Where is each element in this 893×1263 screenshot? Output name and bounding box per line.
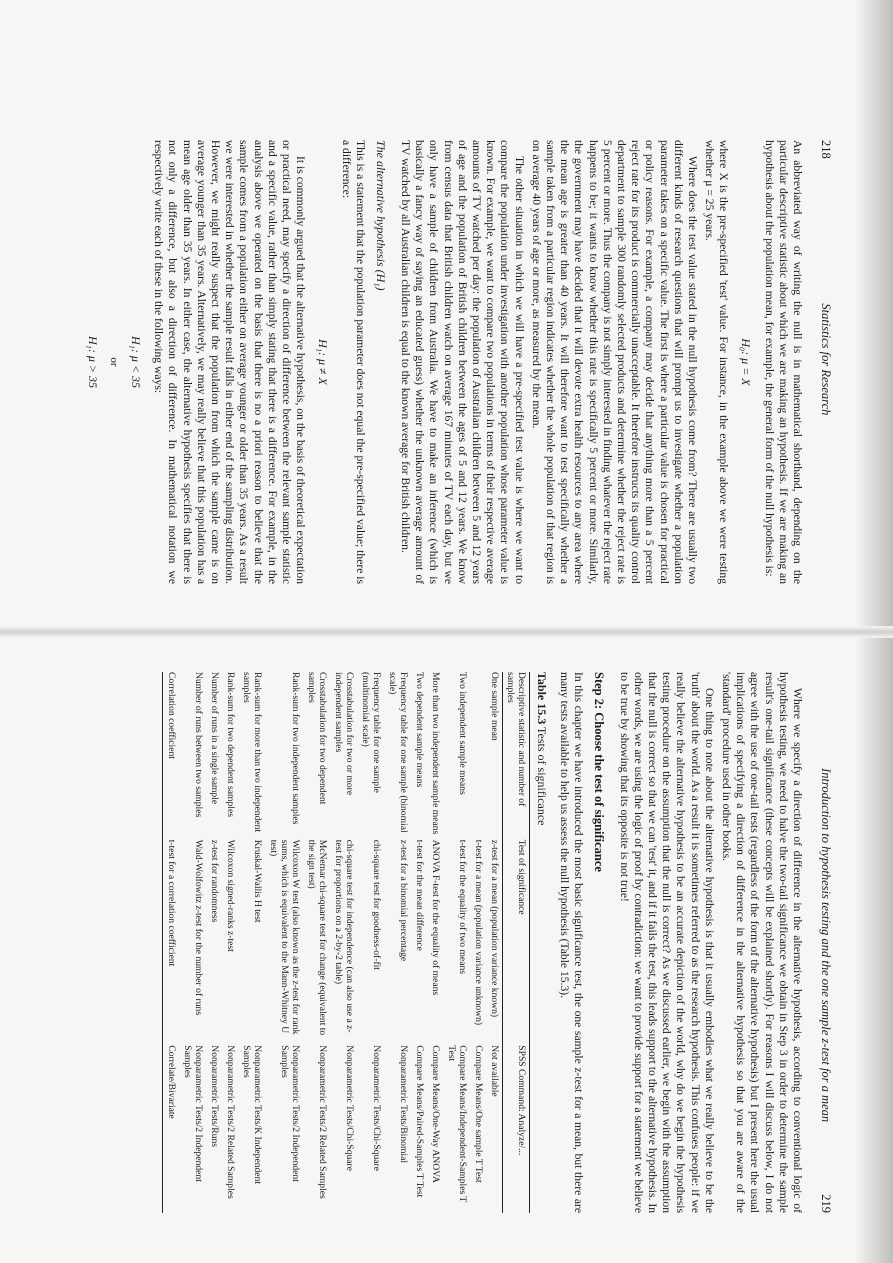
- table-row: [384, 672, 411, 1213]
- paragraph: The other situation in which we will have a pre-specified test value is where we want to compare the population under investigation with another population whose parameter value is known. For example, we want to compare two populations in terms of their respective average amounts of TV watched per day: the population of Australian children between 5 and 12 years of age and the population of British children between the ages of 5 and 12 years. We know from census data that British children watch on average 167 minutes of TV each day, but we only have a sample of children from Australia. We have to make an inference (which is basically a fancy way of saying an educated guess) whether the unknown average amount of TV watched by all Australian children is equal to the known average for British children.: [398, 140, 526, 584]
- column-header: Test of significance: [502, 840, 529, 1046]
- table-cell: Frequency table for one sample (binomial scale): [386, 672, 409, 833]
- table-row: [357, 672, 384, 1213]
- page-number: 219: [819, 1194, 833, 1213]
- table-row: [330, 672, 357, 1213]
- table-row: [238, 672, 265, 1213]
- table-row: [179, 672, 206, 1213]
- table-cell: t-test for a correlation coefficient: [162, 840, 179, 1046]
- table-cell: z-test for randomness: [208, 839, 220, 923]
- table-cell: Nonparametric Tests/Chi-Square: [343, 1045, 355, 1171]
- table-cell: Nonparametric Tests/Chi-Square: [370, 1045, 382, 1171]
- table-cell: Nonparametric Tests/Runs: [208, 1045, 220, 1148]
- table-row: [470, 672, 486, 1213]
- table-cell: Rank-sum for two independent samples: [289, 672, 301, 825]
- table-cell: Nonparametric Tests/Binomial: [397, 1045, 409, 1163]
- table-row: [486, 672, 503, 1213]
- significance-tests-table: [162, 672, 530, 1213]
- table-cell: Compare Means/One sample T Test: [472, 1045, 484, 1183]
- table-cell: chi-square test for independence (can also use a z-test for proportions on a 2-by-2 table): [332, 839, 355, 1033]
- table-number: Table 15.3: [534, 672, 549, 725]
- alternative-hypothesis-formula: H₁: μ ≠ X: [316, 339, 331, 385]
- table-cell: Nonparametric Tests/2 Independent Samples: [181, 1045, 204, 1182]
- table-cell: Compare Means/One-Way ANOVA: [429, 1045, 441, 1183]
- table-row: [222, 672, 238, 1213]
- table-cell: t-test for the mean difference: [413, 839, 425, 951]
- table-cell: Nonparametric Tests/2 Related Samples: [224, 1045, 236, 1199]
- left-page-header: [818, 140, 833, 584]
- paragraph: One thing to note about the alternative hypothesis is that it usually embodies what we really believe to be the 'truth' about the world. As a result it is sometimes referred to as the research hypothesis. This confuses people: if we really believe the alternative hypothesis to be an accurate depiction of the world, why do we begin the hypothesis testing procedure on the assumption that the null is correct? As we discussed earlier, we begin with the assumption that the null is correct so that we can 'test' it, and if it fails the test, this leads support to the alternative hypothesis. In other words, we are using the logic of proof by contradiction: we want to provide support for a statement we believe to be true by showing that its opposite is not true!: [617, 672, 716, 1213]
- table-cell: Two dependent sample means: [413, 672, 425, 788]
- table-cell: Rank-sum for two dependent samples: [224, 672, 236, 817]
- table-title: Tests of significance: [534, 727, 549, 826]
- table-cell: t-test for a mean (population variance unknown): [472, 839, 484, 1026]
- paragraph: In this chapter we have introduced the most basic significance test, the one sample z-test for a mean, but there are many tests available to help us assess the null hypothesis (Table 15.3).: [558, 672, 586, 1213]
- right-page: [0, 632, 893, 1263]
- paragraph: An abbreviated way of writing the null is in mathematical shorthand, depending on the particular descriptive statistic about which we are making an hypothesis. If we are making an hypothesis about the population mean, for example, the general form of the null hypothesis is:: [762, 140, 804, 584]
- paragraph: Where does the test value stated in the null hypothesis come from? There are usually two different kinds of research questions that will prompt us to investigate whether a population parameter takes on a specific value. The first is where a particular value is chosen for practical or policy reasons. For example, a company may decide that anything more than a 5 percent reject rate for its product is commercially unacceptable. It therefore instructs its quality control department to sample 300 randomly selected products and determine whether the reject rate is 5 percent or more. Thus the company is not simply interested in finding whatever the reject rate happens to be; it wants to know whether this rate is specifically 5 percent or more. Similarly, the government may have decided that it will devote extra health resources to any area where the mean age is greater than 40 years. It will therefore want to test specifically whether a sample taken from a particular region indicates whether the whole population of that region is on average 40 years of age or more, as measured by the mean.: [529, 140, 699, 584]
- table-cell: Wald-Wolfowitz z-test for the number of runs: [192, 839, 204, 1016]
- section-heading: The alternative hypothesis (H₁): [373, 140, 388, 291]
- table-cell: Frequency table for one sample (multinomial scale): [359, 672, 382, 793]
- table-row: [265, 672, 303, 1213]
- table-cell: McNemar chi-square test for change (equivalent to the sign test): [305, 839, 328, 1036]
- table-cell: Compare Means/Independent-Samples T Test: [445, 1045, 468, 1203]
- table-cell: ANOVA F-test for the equality of means: [429, 839, 441, 996]
- table-cell: Nonparametric Tests/2 Independent Samples: [278, 1045, 301, 1182]
- one-tail-formula-greater: H₁: μ > 35: [86, 336, 101, 388]
- table-row: [206, 672, 222, 1213]
- table-row: [427, 672, 443, 1213]
- paragraph: It is commonly argued that the alternative hypothesis, on the basis of theoretical expectation or practical need, may specify a direction of difference between the relevant sample statistic and a specific value, rather than simply stating that there is a difference. For example, in the analysis above we operated on the basis that there is no a priori reason to believe that the sample comes from a population either on average younger or older than 35 years. As a result we were interested in whether the sample result falls in either end of the sampling distribution. However, we might really suspect that the population from which the sample came is on average younger than 35 years. Alternatively, we may really believe that this population has a mean age older than 35 years. In either case, the alternative hypothesis specifies that there is not only a difference, but also a direction of difference. In mathematical notation we respectively write each of these in the following ways:: [152, 140, 308, 584]
- running-head: Introduction to hypothesis testing and the one sample z-test for a mean: [819, 768, 833, 1123]
- table-cell: Wilcoxon W test (also known as the z-test for rank sums, which is equivalent to the Mann-Whitney U test): [267, 839, 301, 1035]
- table-cell: [470, 672, 486, 840]
- column-header: Descriptive statistic and number of samples: [502, 672, 529, 840]
- table-cell: z-test for a binomial percentage: [397, 839, 409, 962]
- table-cell: Nonparametric Tests/2 Related Samples: [316, 1045, 328, 1199]
- table-row: [303, 672, 330, 1213]
- one-tail-formula-less: H₁: μ < 35: [129, 336, 144, 388]
- paragraph: where X is the pre-specified 'test' value. For instance, in the example above we were testing whether μ = 25 years.: [703, 140, 731, 584]
- step-heading: Step 2: Choose the test of significance: [592, 672, 607, 872]
- table-header-row: [502, 672, 529, 1213]
- table-cell: Rank-sum for more than two independent samples: [240, 672, 263, 833]
- column-header: SPSS Command: Analyze/...: [502, 1045, 529, 1213]
- table-cell: Nonparametric Tests/K Independent Samples: [240, 1045, 263, 1185]
- table-cell: Crosstabulation for two dependent samples: [305, 672, 328, 805]
- table-cell: Kruskal-Wallis H test: [251, 839, 263, 923]
- table-cell: One sample mean: [488, 672, 500, 741]
- table-cell: Two independent sample means: [456, 672, 468, 795]
- table-cell: Crosstabulation for two or more independent samples: [332, 672, 355, 796]
- null-hypothesis-formula: H₀: μ = X: [739, 338, 754, 386]
- page-number: 218: [819, 140, 833, 159]
- table-cell: t-test for the equality of two means: [456, 839, 468, 974]
- table-row: [162, 672, 179, 1213]
- table-caption: [534, 672, 549, 1213]
- or-text: or: [108, 357, 121, 367]
- right-page-header: [818, 672, 833, 1213]
- table-row: [411, 672, 427, 1213]
- table-cell: Number of runs between two samples: [192, 672, 204, 818]
- table-cell: z-test for a mean (population variance known): [488, 839, 500, 1018]
- table-cell: More than two independent sample means: [429, 672, 441, 835]
- table-cell: Wilcoxon signed-ranks z-test: [224, 839, 236, 952]
- table-cell: Number of runs in a single sample: [208, 672, 220, 805]
- table-cell: chi-square test for goodness-of-fit: [370, 839, 382, 970]
- paragraph: This is a statement that the population parameter does not equal the pre-specified value; there is a difference:: [339, 140, 367, 584]
- paragraph: Where we specify a direction of difference in the alternative hypothesis, according to conventional logic of hypothesis testing, we need to halve the two-tail significance we obtain in Step 3 in order to determine the sample result's one-tail significance (these concepts will be explained shortly). For reasons I will discuss below, I do not agree with the use of one-tail tests (regardless of the form of the alternative hypothesis) but I present here the usual implications of specifying a direction of difference in the alternative hypothesis so that you are aware of the 'standard' procedure used in other books.: [719, 672, 804, 1213]
- table-cell: Correlate/Bivariate: [162, 1045, 179, 1213]
- table-cell: Correlation coefficient: [162, 672, 179, 840]
- table-cell: Not available: [488, 1045, 500, 1097]
- running-head: Statistics for Research: [819, 303, 833, 416]
- table-cell: Compare Means/Paired-Samples T Test: [413, 1045, 425, 1198]
- table-row: [443, 672, 470, 1213]
